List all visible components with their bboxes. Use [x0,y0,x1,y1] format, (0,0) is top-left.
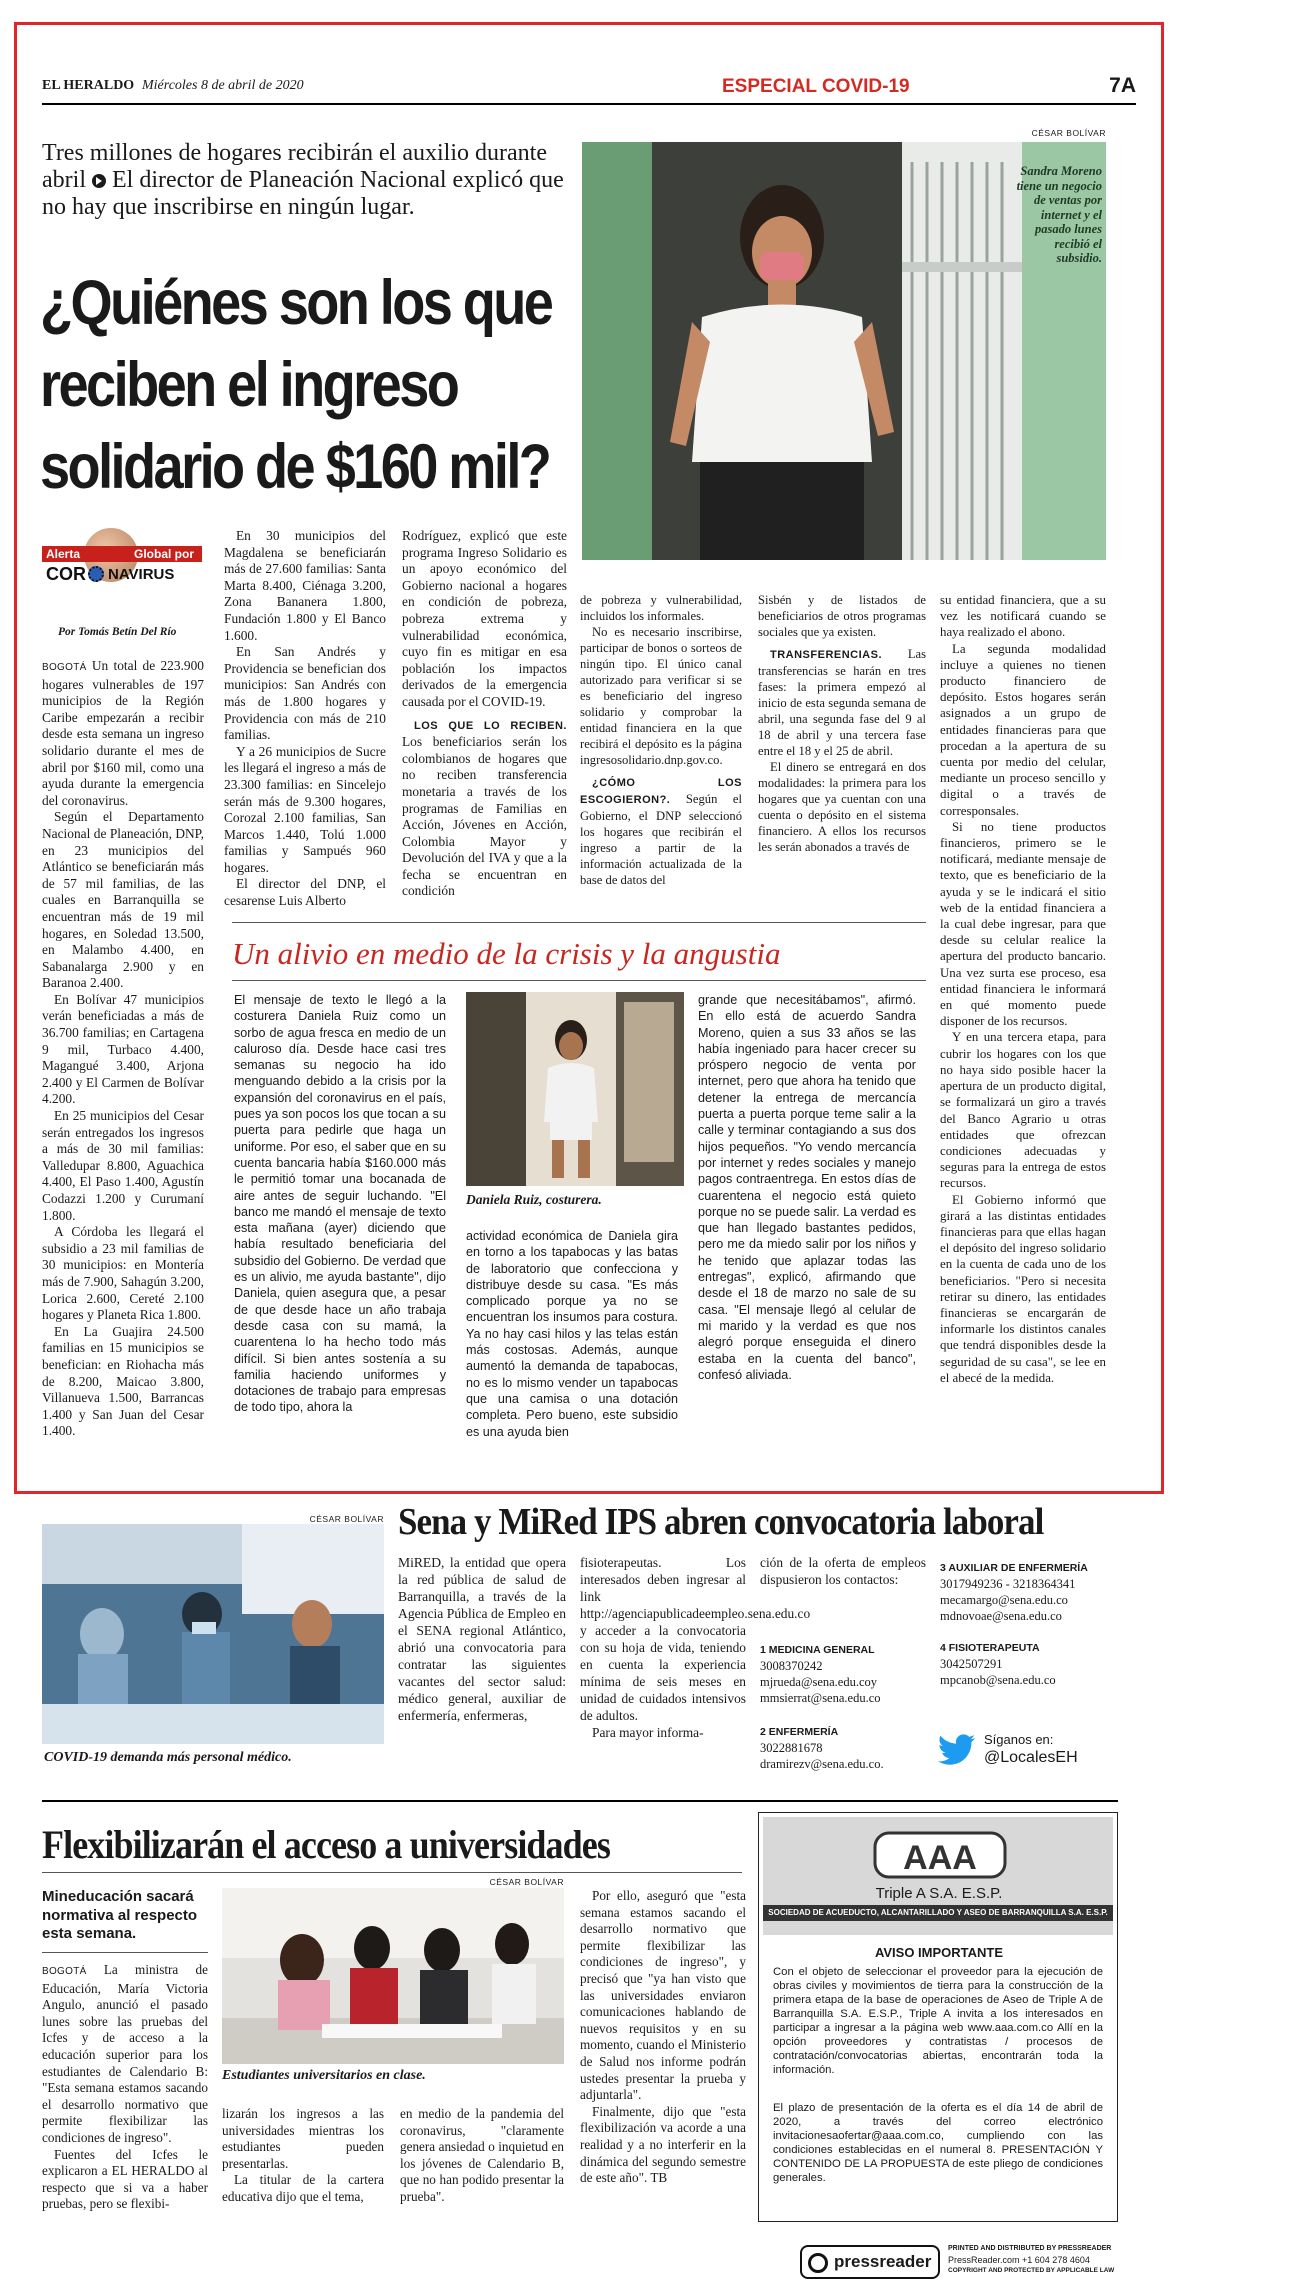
contact-medicina [760,1642,926,1706]
contact-enfermeria [760,1724,926,1772]
badge-line3a: COR [46,564,86,584]
sena-headline: Sena y MiRed IPS abren convocatoria laboral [398,1501,1044,1543]
badge-virus-glyph-icon [88,566,104,582]
contact-fisioterapeuta [940,1640,1120,1688]
sena-col-2: fisioterapeutas. Los interesados deben ingresar al link http://agenciapublicadeempleo.sena.edu.co y acceder a la convocatoria con su hoja de vida, teniendo en cuenta la experiencia mínima de seis meses en unidad de cuidados intensivos de adultos. Para mayor informa- [580,1555,811,1740]
lead-byline: Por Tomás Betín Del Río [58,626,177,638]
lead-col2-p3: El director del DNP, el cesarense Luis Alberto [224,876,386,909]
deck-bullet-icon [92,174,106,188]
sidebar-top-rule [232,922,926,923]
lead-col-5 [758,592,926,855]
lead-col-4 [580,592,742,888]
pressreader-logo [800,2245,940,2279]
contact-email: mdnovoae@sena.edu.co [940,1609,1062,1623]
twitter-bird-icon [938,1734,976,1766]
lead-photo-caption: Sandra Moreno tiene un negocio de ventas por internet y el pasado lunes recibió el subsidio. [1016,164,1102,265]
contact-title: 3 AUXILIAR DE ENFERMERÍA [940,1562,1088,1574]
univ-headline: Flexibilizarán el acceso a universidades [42,1822,610,1867]
sidebar-col-2: actividad económica de Daniela gira en torno a los tapabocas y las batas de laboratorio que confecciona y distribuye desde su casa. "Es más complicado porque ya no se encuentran los insumos para costura. Ya no hay casi hilos y las telas están más costosas. Además, aunque aumentó la demanda de tapabocas, no es lo mismo vender un tapabocas que una camisa o una dotación completa. Pero bueno, este subsidio es una ayuda bien [466,1229,678,1439]
pressreader-footer[interactable] [800,2245,1120,2279]
contact-phone: 3042507291 [940,1657,1003,1671]
lead-col5-p2: El dinero se entregará en dos modalidades: la primera para los hogares que ya cuentan con una cuenta o depósito en el sistema financiero. A ellos los recursos les serán abonados a través de [758,760,926,854]
triple-a-ad [758,1812,1118,2222]
lead-col1-p1: Según el Departamento Nacional de Planeación, DNP, en 23 municipios del Atlántico se beneficiarán más de 57 mil familias, de las cuales en Barranquilla se encuentran más de 19 mil hogares, en Soledad 13.500, en Malambo 4.400, en Sabanalarga 2.900 y en Baranoa 2.400. [42,809,204,991]
twitter-handle[interactable]: @LocalesEH [984,1749,1078,1766]
sidebar-title-rule [232,980,926,981]
univ-col-3: en medio de la pandemia del coronavirus, "claramente genera ansiedad o inquietud en los jóvenes de Calendario B, que no han podido presentar la prueba". [400,2106,564,2204]
lead-col5-p0: Sisbén y de listados de beneficiarios de otros programas sociales que ya existen. [758,593,926,639]
lead-col3-p1: LOS QUE LO RECIBEN. Los beneficiarios serán los colombianos de hogares que no reciben transferencia monetaria a través de los programas de Familias en Acción, Jóvenes en Acción, Colombia Mayor y Devolución del IVA y que a la fecha se encuentran en condición [402,719,567,899]
univ-col-4: Por ello, aseguró que "esta semana estamos sacando el desarrollo normativo que permite flexibilizar las condiciones de ingreso", y precisó que "ya han visto que las universidades enviaron comunicaciones hablando de nuevos requisitos y en su momento, cuando el Ministerio de Salud nos informe podrán ustedes presentar la prueba y adjuntarla". Finalmente, dijo que "esta flexibilización va acorde a una realidad y a no interferir en la dinámica del segundo semestre de este año". TB [580,1888,746,2186]
badge-line1: Alerta [46,547,81,561]
contact-email: mmsierrat@sena.edu.co [760,1691,881,1705]
lead-col6-p0: su entidad financiera, que a su vez les notificará cuando se haya realizado el abono. [940,593,1106,640]
seamstress-image [466,992,684,1186]
univ-subdeck: Mineducación sacará normativa al respecto esta semana. [42,1888,198,1942]
lead-col6-p1: La segunda modalidad incluye a quienes no tienen producto financiero de depósito. Estos hogares serán asignados a un grupo de entidades financieras para que procedan a la apertura de su cuenta por medio del celular, mediante un proceso sencillo y digital o a través de corresponsales. [940,641,1106,818]
contact-email: mjrueda@sena.edu.coy [760,1675,878,1689]
svg-text:AAA: AAA [903,1839,977,1877]
lead-col4-p1: No es necesario inscribirse, participar de bonos o sorteos de ningún tipo. El único canal autorizado para verificar si se es beneficiario del ingreso solidario y comprobar la entidad financiera en la que recibirá el depósito es la página ingresosolidario.dnp.gov.co. [580,625,742,767]
footer-line1: PRINTED AND DISTRIBUTED BY PRESSREADER [948,2245,1112,2252]
univ-col-2: lizarán los ingresos a las universidades mientras los estudiantes pueden presentarlas. La titular de la cartera educativa dijo que el tema, [222,2106,384,2204]
contact-title: 4 FISIOTERAPEUTA [940,1642,1040,1654]
pressreader-p-icon [808,2253,828,2273]
ad-title: AVISO IMPORTANTE [874,1945,1004,1960]
badge-line2: Global por [134,547,194,561]
lead-col6-p2: Si no tiene productos financieros, primero se le notificará, mediante mensaje de texto, que es beneficiario de la ayuda y se le indicará el sitio web de la entidad financiera a la cual debe ingresar, para que desde su celular realice la apertura del producto bancario. Una vez surta ese proceso, esa entidad financiera le informará en qué momento puede disponer de los recursos. [940,819,1106,1029]
students-image [222,1888,564,2064]
footer-line3: COPYRIGHT AND PROTECTED BY APPLICABLE LAW [948,2267,1115,2274]
univ-col-1: BOGOTÁ La ministra de Educación, María Victoria Angulo, anunció el pasado lunes sobre las pruebas del Icfes y de acceso a la educación superior para los estudiantes de Calendario B: "Esta semana estamos sacando el desarrollo normativo que permite flexibilizar las condiciones de ingreso". Fuentes del Icfes le explicaron a EL HERALDO al respecto que si va a haber pruebas, pero se flexibi- [42,1962,209,2212]
lead-col-1 [42,658,204,1440]
contact-email: dramirezv@sena.edu.co. [760,1757,884,1771]
sena-photo-credit: CÉSAR BOLÍVAR [309,1514,384,1524]
lead-col-2 [224,528,386,910]
sidebar-col-3: grande que necesitábamos", afirmó. En ello está de acuerdo Sandra Moreno, quien a sus 33 años se las había ingeniado para hacer crecer su próspero negocio de venta por internet, pero que ahora ha tenido que detener la entrega de mercancía puerta a puerta porque teme salir a la calle y terminar contagiando a sus dos hijos pequeños. "Yo vendo mercancía por internet y redes sociales y manejo pagos contraentrega. En estos días de cuarentena el negocio está quieto porque no se puede salir. La verdad es que han llegado bastantes pedidos, pero me da miedo salir por los niños y he tenido que aplazar todas las entregas", explicó, afirmando que desde el 18 de marzo no sale de su casa. "El mensaje llegó al celular de mi marido y la verdad es que nos alegró porque enseguida el dinero estaba en la cuenta del banco", confesó aliviada. [698,993,916,1382]
contact-auxiliar [940,1560,1120,1624]
contact-title: 2 ENFERMERÍA [760,1726,839,1738]
lead-col1-p2: En Bolívar 47 municipios verán beneficiadas a más de 36.700 familias; en Cartagena 9 mil, Turbaco 4.400, Magangué 3.400, Arjona 2.400 y El Carmen de Bolívar 4.200. [42,991,204,1107]
header-rule [42,103,1136,105]
lead-col2-p0: En 30 municipios del Magdalena se beneficiarán más de 27.600 familias: Santa Marta 8.400, Ciénaga 3.200, Zona Bananera 1.800, Fundación 1.800 y El Banco 1.600. [224,528,386,643]
univ-photo-credit: CÉSAR BOLÍVAR [489,1877,564,1887]
contact-email: mpcanob@sena.edu.co [940,1673,1056,1687]
lead-col3-p0: Rodríguez, explicó que este programa Ingreso Solidario es un apoyo económico del Gobierno nacional a hogares en condición de pobreza, pobreza extrema y vulnerabilidad económica, cuyo fin es mitigar en esa población los impactos derivados de la emergencia causada por el COVID-19. [402,528,567,709]
sena-bottom-rule [42,1800,1118,1802]
ad-para2: El plazo de presentación de la oferta es el día 14 de abril de 2020, a través del correo electrónico invitacionesaofertar@aaa.com.co, cumpliendo con las condiciones establecidas en el numeral 8. PRESENTACIÓN Y CONTENIDO DE LA PROPUESTA de este pliego de condiciones generales. [773,2102,1103,2184]
sena-col-1: MiRED, la entidad que opera la red pública de salud de Barranquilla, a través de la Agencia Pública de Empleo en el SENA regional Atlántico, abrió una convocatoria para contratar las siguientes vacantes del sector salud: médico general, auxiliar de enfermería, enfermeras, [398,1555,566,1723]
lead-col-3 [402,528,567,900]
lead-col-6 [940,592,1106,1386]
section-label: ESPECIAL COVID-19 [722,76,910,97]
lead-col6-p3: Y en una tercera etapa, para cubrir los hogares con los que no haya sido posible hacer la apertura de un producto digital, se formalizará un giro a través del Banco Agrario u otras entidades que ofrezcan condiciones adecuadas y seguras para la entrega de estos recursos. [940,1030,1106,1191]
contact-title: 1 MEDICINA GENERAL [760,1644,875,1656]
lead-col1-p0: BOGOTÁ Un total de 223.900 hogares vulnerables de 197 municipios de la Región Caribe empezarán a recibir desde esta semana un ingreso solidario durante el mes de abril por $160 mil, como una ayuda durante la emergencia del coronavirus. [42,658,204,808]
page-number: 7A [1109,74,1136,97]
deck-text: Tres millones de hogares recibirán el auxilio durante abril [42,140,547,193]
univ-head-rule [42,1872,742,1873]
lead-col4-p2: ¿CÓMO LOS ESCOGIERON?. Según el Gobierno, el DNP seleccionó los hogares que recibirán el ingreso a partir de la información actualizada de la base de datos del [580,777,742,887]
twitter-promo[interactable] [938,1728,1128,1774]
sidebar-photo [466,992,684,1186]
lead-col1-p3: En 25 municipios del Cesar serán entregados los ingresos a más de 30 mil familias: Valledupar 8.800, Aguachica 4.400, El Paso 1.400, Agustín Codazzi 1.200 y Curumaní 1.800. [42,1108,204,1223]
medical-staff-image [42,1524,384,1744]
contact-phone: 3017949236 - 3218364341 [940,1577,1076,1591]
ad-para1: Con el objeto de seleccionar el proveedor para la ejecución de obras civiles y movimientos de tierra para la construcción de la primera etapa de la base de operaciones de Aseo de Triple A de Barranquilla S.A. E.S.P., Triple A invita a los interesados en participar a ingresar a la página web www.aaa.com.co Allí en la opción proveedores y contratistas / procesos de contratación/convocatorias abiertas, encontrarán toda la información. [773,1966,1103,2076]
footer-line2: PressReader.com +1 604 278 4604 [948,2255,1090,2265]
badge-line3b: NAVIRUS [108,566,175,583]
sena-photo [42,1524,384,1744]
lead-col2-p2: Y a 26 municipios de Sucre les llegará el ingreso a más de 23.300 familias: en Sincelejo serán más de 9.300 hogares, Corozal 2.100 familias, San Marcos 1.440, Tolú 1.000 familias y Sampués 960 hogares. [224,743,386,875]
contact-phone: 3022881678 [760,1741,823,1755]
univ-photo [222,1888,564,2064]
coronavirus-badge [42,528,202,590]
contact-phone: 3008370242 [760,1659,823,1673]
paper-name: EL HERALDO [42,78,135,93]
pressreader-brand: pressreader [834,2252,932,2271]
lead-col6-p4: El Gobierno informó que girará a las distintas entidades financieras para que ellas hagan el depósito del ingreso solidario en la cuenta de cada uno de los beneficiarios. "Pero si necesita retirar su dinero, las entidades financieras se encargarán de informarle los distintos canales que tendrá disponibles desde la seguridad de su casa", se lee en el abecé de la medida. [940,1192,1106,1385]
sidebar-col-1: El mensaje de texto le llegó a la costurera Daniela Ruiz como un sorbo de agua fresca en medio de un caluroso día. Desde hace casi tres semanas su negocio ha ido menguando debido a la crisis por la expansión del coronavirus en el país, pues ya son pocos los que tocan a su puerta para pedirle que haga un uniforme. Por eso, el saber que en su cuenta bancaria había $160.000 más le permitió tomar una bocanada de aire antes de seguir luchando. "El banco me mandó el mensaje de texto esta mañana (ayer) diciendo que había resultado beneficiaria del subsidio del Gobierno. De verdad que es un alivio, me ayuda bastante", dijo Daniela, quien asegura que, a pesar de que desde hace un año trabaja desde casa con su mamá, la cuarentena lo ha hecho todo más difícil. Si bien antes sostenía a su familia haciendo uniformes y dotaciones de trabajo para empresas de todo tipo, ahora la [234,993,446,1415]
sena-photo-caption: COVID-19 demanda más personal médico. [44,1750,292,1765]
sena-col-3: ción de la oferta de empleos dispusieron los contactos: [760,1555,926,1587]
triple-a-logo-icon [855,1827,1025,1881]
twitter-line1: Síganos en: [984,1732,1054,1747]
ad-band: SOCIEDAD DE ACUEDUCTO, ALCANTARILLADO Y ASEO DE BARRANQUILLA S.A. E.S.P. [763,1905,1113,1921]
lead-col2-p1: En San Andrés y Providencia se benefician dos municipios: San Andrés con más de 1.800 hogares y Providencia con más de 210 familias. [224,644,386,743]
lead-deck [42,140,582,221]
lead-col4-p0: de pobreza y vulnerabilidad, incluidos los informales. [580,593,742,623]
lead-col1-p5: En La Guajira 24.500 familias en 15 municipios se benefician: en Riohacha más de 8.200, Maicao 3.800, Villanueva 1.500, Barrancas 1.400 y San Juan del Cesar 1.400. [42,1323,204,1439]
contact-email: mecamargo@sena.edu.co [940,1593,1068,1607]
lead-col1-p4: A Córdoba les llegará el subsidio a 23 mil familias de 30 municipios: en Montería más de 7.900, Sahagún 3.200, Lorica 2.600, Cereté 2.100 hogares y Planeta Rica 1.800. [42,1224,204,1323]
sidebar-photo-caption: Daniela Ruiz, costurera. [466,1192,602,1207]
page-header [42,74,1136,102]
lead-headline: ¿Quiénes son los que reciben el ingreso solidario de $160 mil? [40,268,552,502]
ad-company: Triple A S.A. E.S.P. [875,1885,1003,1902]
univ-photo-caption: Estudiantes universitarios en clase. [222,2068,426,2083]
header-date: Miércoles 8 de abril de 2020 [142,78,304,93]
sidebar-title: Un alivio en medio de la crisis y la angustia [232,936,781,971]
photo-credit-lead: CÉSAR BOLÍVAR [1031,128,1106,138]
univ-subdeck-rule [42,1952,208,1953]
lead-col5-p1: TRANSFERENCIAS. Las transferencias se harán en tres fases: la primera empezó al inicio de esta segunda semana de abril, una segunda fase del 9 al 18 de abril y una tercera fase entre el 18 y el 25 de abril. [758,647,926,758]
deck-text-2: El director de Planeación Nacional explicó que no hay que inscribirse en ningún lugar. [42,167,564,220]
